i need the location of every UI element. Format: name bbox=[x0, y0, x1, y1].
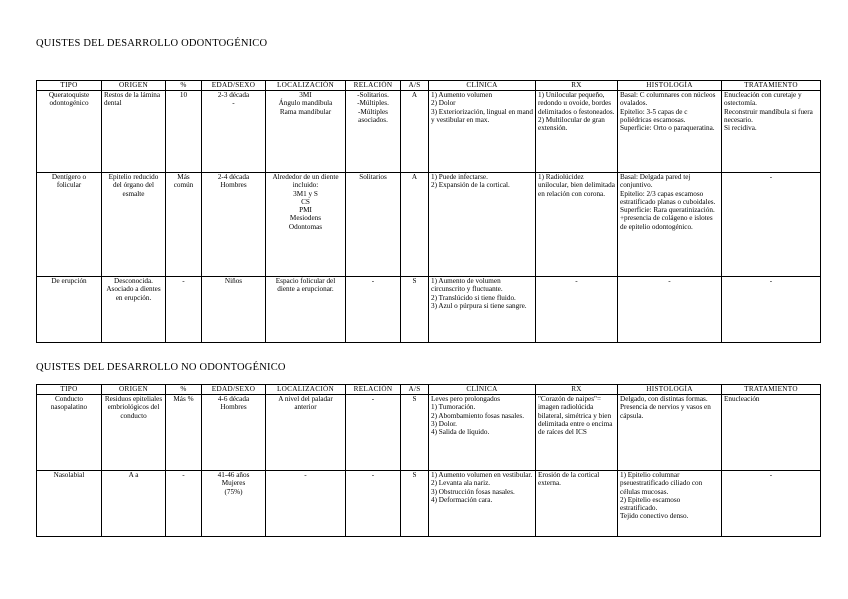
table-row bbox=[37, 277, 821, 343]
cell-histologia: - bbox=[618, 277, 722, 343]
cell-histologia: Delgado, con distintas formas. Presencia de nervios y vasos en cápsula. bbox=[618, 395, 722, 471]
cell-tipo: Conducto nasopalatino bbox=[37, 395, 102, 471]
cell-porcentaje: Más común bbox=[166, 173, 202, 277]
cell-porcentaje: Más % bbox=[166, 395, 202, 471]
cell-tipo: De erupción bbox=[37, 277, 102, 343]
cell-a-s: S bbox=[401, 471, 429, 537]
header-origen: ORIGEN bbox=[102, 385, 166, 395]
cell-tipo: Nasolabial bbox=[37, 471, 102, 537]
table-row bbox=[37, 395, 821, 471]
header-a-s: A/S bbox=[401, 81, 429, 91]
table-header-row bbox=[37, 385, 821, 395]
header-clinica: CLÍNICA bbox=[429, 81, 536, 91]
table-row bbox=[37, 173, 821, 277]
cell-porcentaje: - bbox=[166, 277, 202, 343]
cell-relacion: - bbox=[346, 395, 401, 471]
cell-rx: 1) Radiolúcidez unilocular, bien delimitada en relación con corona. bbox=[536, 173, 618, 277]
header-porcentaje: % bbox=[166, 81, 202, 91]
cell-histologia: Basal: C columnares con núcleos ovalados. Epitelio: 3-5 capas de c poliédricas escamosas. Superficie: Orto o paraqueratina. bbox=[618, 91, 722, 173]
cell-relacion: - bbox=[346, 471, 401, 537]
cell-rx: - bbox=[536, 277, 618, 343]
table-non-odontogenic-cysts bbox=[36, 384, 821, 537]
header-tipo: TIPO bbox=[37, 81, 102, 91]
header-tratamiento: TRATAMIENTO bbox=[722, 385, 821, 395]
cell-origen: Desconocida. Asociado a dientes en erupción. bbox=[102, 277, 166, 343]
section-title-non-odontogenic: QUISTES DEL DESARROLLO NO ODONTOGÉNICO bbox=[36, 362, 286, 373]
cell-edad-sexo: 2-3 década - bbox=[202, 91, 266, 173]
cell-localizacion: Alrededor de un diente incluido: 3M1 y S CS PMI Mesiodens Odontomas bbox=[266, 173, 346, 277]
header-clinica: CLÍNICA bbox=[429, 385, 536, 395]
cell-tratamiento: - bbox=[722, 173, 821, 277]
cell-rx: "Corazón de naipes"= imagen radiolúcida bilateral, simétrica y bien delimitada entre o encima de raíces del ICS bbox=[536, 395, 618, 471]
cell-edad-sexo: 2-4 década Hombres bbox=[202, 173, 266, 277]
header-edad-sexo: EDAD/SEXO bbox=[202, 81, 266, 91]
table-row bbox=[37, 471, 821, 537]
header-histologia: HISTOLOGÍA bbox=[618, 81, 722, 91]
cell-porcentaje: - bbox=[166, 471, 202, 537]
header-rx: RX bbox=[536, 385, 618, 395]
cell-origen: Epitelio reducido del órgano del esmalte bbox=[102, 173, 166, 277]
table-header-row bbox=[37, 81, 821, 91]
cell-origen: Residuos epiteliales embriológicos del conducto bbox=[102, 395, 166, 471]
cell-a-s: S bbox=[401, 395, 429, 471]
header-tratamiento: TRATAMIENTO bbox=[722, 81, 821, 91]
cell-histologia: Basal: Delgada pared tej conjuntivo. Epitelio: 2/3 capas escamoso estratificado planas o cuboidales. Superficie: Rara queratinización. +presencia de colágeno e islotes de epitelio odontogénico. bbox=[618, 173, 722, 277]
table-row bbox=[37, 91, 821, 173]
cell-histologia: 1) Epitelio columnar pseuestratificado ciliado con células mucosas. 2) Epitelio escamoso estratificado. Tejido conectivo denso. bbox=[618, 471, 722, 537]
cell-tipo: Dentígero o folicular bbox=[37, 173, 102, 277]
header-relacion: RELACIÓN bbox=[346, 81, 401, 91]
header-rx: RX bbox=[536, 81, 618, 91]
cell-localizacion: - bbox=[266, 471, 346, 537]
header-origen: ORIGEN bbox=[102, 81, 166, 91]
cell-origen: A a bbox=[102, 471, 166, 537]
header-histologia: HISTOLOGÍA bbox=[618, 385, 722, 395]
cell-a-s: A bbox=[401, 91, 429, 173]
cell-clinica: 1) Aumento volumen 2) Dolor 3) Exteriorización, lingual en mand y vestibular en max. bbox=[429, 91, 536, 173]
cell-origen: Restos de la lámina dental bbox=[102, 91, 166, 173]
header-localizacion: LOCALIZACIÓN bbox=[266, 385, 346, 395]
cell-tratamiento: Enucleación con curetaje y ostectomía. Reconstruir mandíbula si fuera necesario. Si recidiva. bbox=[722, 91, 821, 173]
header-edad-sexo: EDAD/SEXO bbox=[202, 385, 266, 395]
header-porcentaje: % bbox=[166, 385, 202, 395]
cell-clinica: 1) Puede infectarse. 2) Expansión de la cortical. bbox=[429, 173, 536, 277]
cell-edad-sexo: 41-46 años Mujeres (75%) bbox=[202, 471, 266, 537]
cell-relacion: - bbox=[346, 277, 401, 343]
cell-clinica: 1) Aumento de volumen circunscrito y fluctuante. 2) Translúcido si tiene fluido. 3) Azul o púrpura si tiene sangre. bbox=[429, 277, 536, 343]
cell-a-s: A bbox=[401, 173, 429, 277]
cell-clinica: Leves pero prolongados 1) Tumoración. 2) Abombamiento fosas nasales. 3) Dolor. 4) Salida de líquido. bbox=[429, 395, 536, 471]
cell-clinica: 1) Aumento volumen en vestibular. 2) Levanta ala nariz. 3) Obstrucción fosas nasales. 4) Deformación cara. bbox=[429, 471, 536, 537]
cell-tratamiento: - bbox=[722, 277, 821, 343]
cell-edad-sexo: Niños bbox=[202, 277, 266, 343]
cell-localizacion: A nivel del paladar anterior bbox=[266, 395, 346, 471]
header-localizacion: LOCALIZACIÓN bbox=[266, 81, 346, 91]
cell-tratamiento: Enucleación bbox=[722, 395, 821, 471]
cell-rx: Erosión de la cortical externa. bbox=[536, 471, 618, 537]
table-odontogenic-cysts bbox=[36, 80, 821, 343]
cell-tratamiento: - bbox=[722, 471, 821, 537]
cell-porcentaje: 10 bbox=[166, 91, 202, 173]
cell-edad-sexo: 4-6 década Hombres bbox=[202, 395, 266, 471]
cell-rx: 1) Unilocular pequeño, redondo u ovoide, bordes delimitados o festoneados. 2) Multilocular de gran extensión. bbox=[536, 91, 618, 173]
section-title-odontogenic: QUISTES DEL DESARROLLO ODONTOGÉNICO bbox=[36, 38, 268, 49]
cell-a-s: S bbox=[401, 277, 429, 343]
header-relacion: RELACIÓN bbox=[346, 385, 401, 395]
cell-relacion: -Solitarios. -Múltiples. -Múltiples asociados. bbox=[346, 91, 401, 173]
header-tipo: TIPO bbox=[37, 385, 102, 395]
header-a-s: A/S bbox=[401, 385, 429, 395]
cell-relacion: Solitarios bbox=[346, 173, 401, 277]
cell-localizacion: 3MI Ángulo mandíbula Rama mandibular bbox=[266, 91, 346, 173]
cell-localizacion: Espacio folicular del diente a erupcionar. bbox=[266, 277, 346, 343]
cell-tipo: Queratoquiste odontogénico bbox=[37, 91, 102, 173]
